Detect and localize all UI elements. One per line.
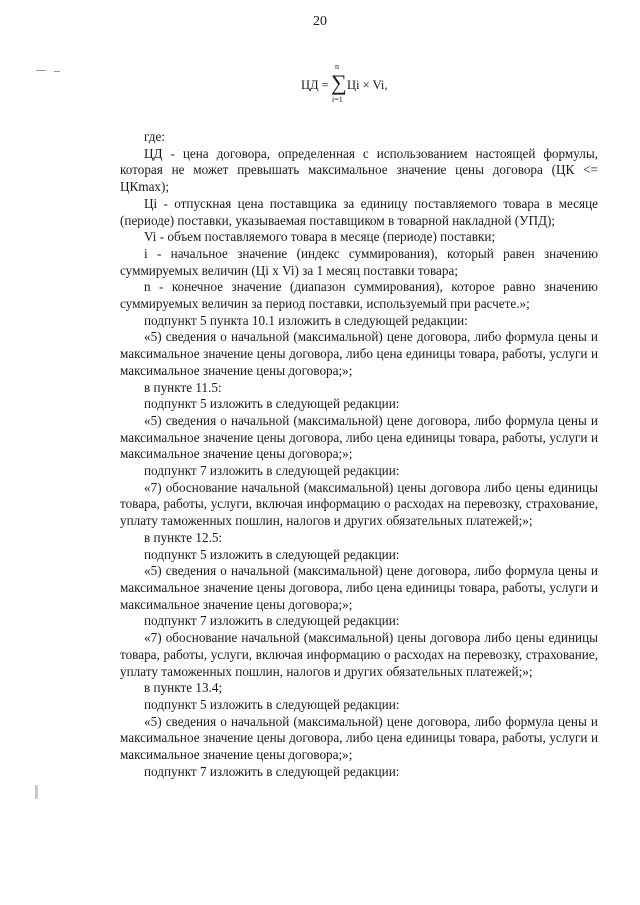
formula-lhs: ЦД = [301, 78, 329, 92]
paragraph: подпункт 7 изложить в следующей редакции: [144, 463, 400, 479]
paragraph: Vi - объем поставляемого товара в месяце (периоде) поставки; [144, 229, 496, 245]
paragraph: в пункте 11.5: [144, 379, 222, 395]
paragraph: n - конечное значение (диапазон суммирования), которое равно значению суммируемых величин за период поставки, используемый при расчете.»; [120, 279, 598, 312]
scan-artifact [35, 785, 38, 799]
paragraph: «7) обоснование начальной (максимальной) цены договора либо цены единицы товара, работы, услуги, включая информацию о расходах на перевозку, страхование, уплату таможенных пошлин, налогов и других обязательных платежей;»; [120, 479, 598, 529]
formula-lower-limit: i=1 [332, 95, 343, 104]
sum-symbol: ∑ [331, 70, 347, 95]
price-formula [301, 62, 421, 106]
paragraph: подпункт 7 изложить в следующей редакции: [144, 613, 400, 629]
paragraph: где: [144, 129, 165, 144]
paragraph: «5) сведения о начальной (максимальной) цене договора, либо формула цены и максимальное значение цены договора, либо цена единицы товара, работы, услуги и максимальное значение цены договора;»; [120, 329, 598, 378]
paragraph: в пункте 12.5: [144, 529, 223, 545]
paragraph: «5) сведения о начальной (максимальной) цене договора, либо формула цены и максимальное значение цены договора, либо цена единицы товара, работы, услуги и максимальное значение цены договора;»; [120, 713, 598, 763]
page-number: 20 [313, 14, 327, 29]
document-body [120, 129, 598, 780]
scan-artifact [36, 70, 46, 71]
paragraph: подпункт 5 изложить в следующей редакции: [144, 696, 400, 712]
paragraph: i - начальное значение (индекс суммирования), который равен значению суммируемых величин (Цi х Vi) за 1 месяц поставки товара; [120, 245, 598, 278]
paragraph: «5) сведения о начальной (максимальной) цене договора, либо формула цены и максимальное значение цены договора, либо цена единицы товара, работы, услуги и максимальное значение цены договора;»; [120, 563, 598, 612]
paragraph: в пункте 13.4; [144, 680, 223, 696]
paragraph: подпункт 5 изложить в следующей редакции: [144, 396, 400, 412]
paragraph: подпункт 5 изложить в следующей редакции: [144, 546, 400, 562]
paragraph: «5) сведения о начальной (максимальной) цене договора, либо формула цены и максимальное значение цены договора, либо цена единицы товара, работы, услуги и максимальное значение цены договора;»; [120, 412, 598, 462]
paragraph: подпункт 5 пункта 10.1 изложить в следующей редакции: [144, 312, 468, 328]
formula-upper-limit: n [335, 62, 339, 71]
formula-rhs: Цi × Vi, [347, 78, 388, 92]
paragraph: Цi - отпускная цена поставщика за единицу поставляемого товара в месяце (периоде) поставки, указываемая поставщиком в товарной накладной (УПД); [120, 195, 598, 228]
paragraph: ЦД - цена договора, определенная с использованием настоящей формулы, которая не может превышать максимальное значение цены договора (ЦК <= ЦКmax); [120, 145, 598, 195]
paragraph: «7) обоснование начальной (максимальной) цены договора либо цены единицы товара, работы, услуги, включая информацию о расходах на перевозку, страхование, уплату таможенных пошлин, налогов и других обязательных платежей;»; [120, 630, 598, 679]
paragraph: подпункт 7 изложить в следующей редакции: [144, 763, 400, 779]
scan-artifact [54, 71, 60, 72]
